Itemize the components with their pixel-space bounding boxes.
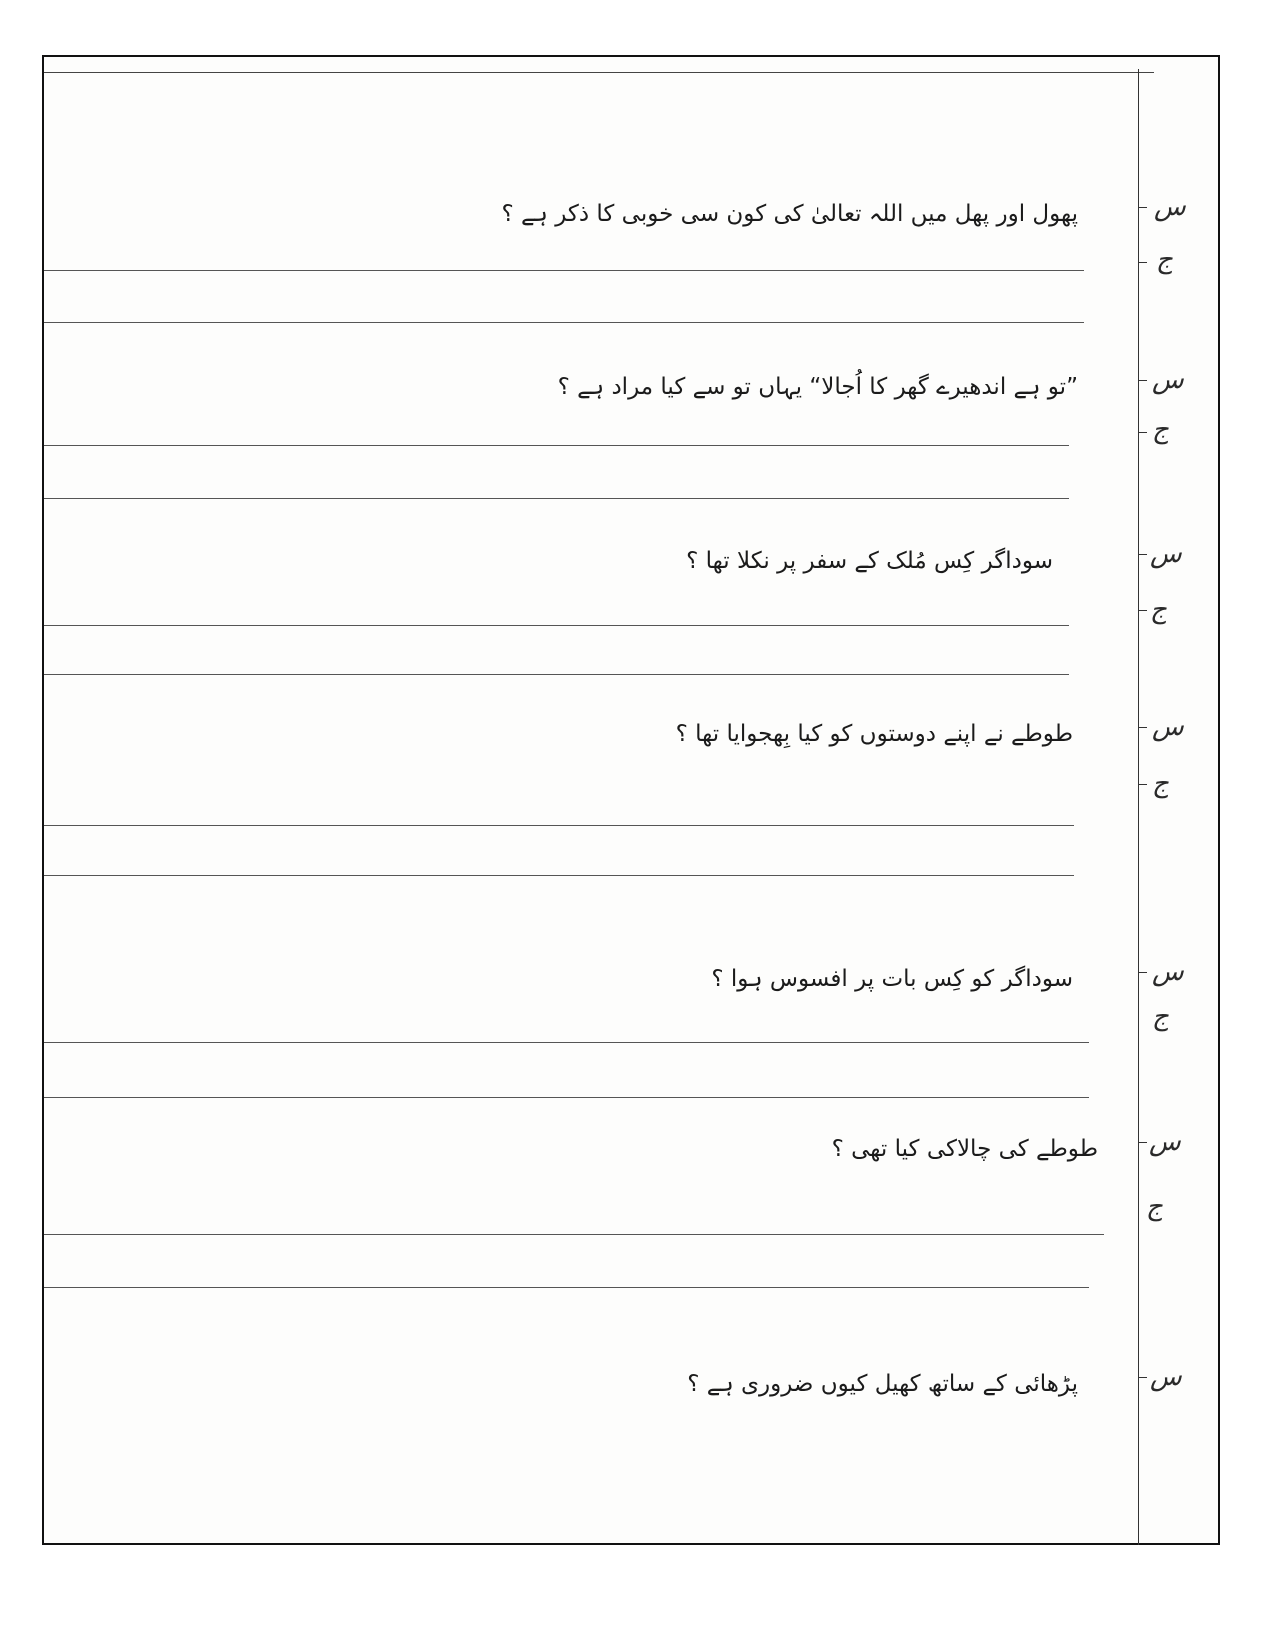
question-tick-4 [1138, 727, 1147, 728]
answer-line-3a [44, 625, 1069, 626]
question-marker-3: س [1150, 539, 1182, 569]
answer-line-5a [44, 1042, 1089, 1043]
question-marker-6: س [1149, 1127, 1181, 1157]
answer-marker-5: ج [1152, 1002, 1169, 1032]
question-1: پھول اور پھل میں اللہ تعالیٰ کی کون سی خوبی کا ذکر ہے ؟ [501, 201, 1078, 227]
question-tick-3 [1138, 554, 1147, 555]
question-tick-1 [1138, 207, 1147, 208]
answer-tick-3 [1138, 610, 1147, 611]
answer-line-6b [44, 1287, 1089, 1288]
question-marker-5: س [1152, 957, 1184, 987]
answer-line-1b [44, 322, 1084, 323]
question-4: طوطے نے اپنے دوستوں کو کیا بِھجوایا تھا ؟ [675, 721, 1073, 747]
question-2: ”تو ہے اندھیرے گھر کا اُجالا“ یہاں تو سے کیا مراد ہے ؟ [557, 374, 1078, 400]
answer-line-2b [44, 498, 1069, 499]
question-tick-5 [1138, 972, 1147, 973]
answer-tick-4 [1138, 784, 1147, 785]
answer-line-6a [44, 1234, 1104, 1235]
question-6: طوطے کی چالاکی کیا تھی ؟ [831, 1136, 1098, 1162]
question-marker-7: س [1150, 1362, 1182, 1392]
question-3: سوداگر کِس مُلک کے سفر پر نکلا تھا ؟ [686, 548, 1053, 574]
answer-marker-2: ج [1152, 415, 1169, 445]
answer-marker-4: ج [1152, 769, 1169, 799]
question-tick-2 [1138, 380, 1147, 381]
question-tick-7 [1138, 1377, 1147, 1378]
question-marker-2: س [1152, 365, 1184, 395]
top-rule [44, 72, 1154, 73]
question-7: پڑھائی کے ساتھ کھیل کیوں ضروری ہے ؟ [687, 1371, 1078, 1397]
answer-line-4a [44, 825, 1074, 826]
answer-marker-6: ج [1146, 1192, 1163, 1222]
answer-tick-1 [1138, 262, 1147, 263]
answer-line-4b [44, 875, 1074, 876]
answer-marker-3: ج [1150, 595, 1167, 625]
answer-line-2a [44, 445, 1069, 446]
answer-line-5b [44, 1097, 1089, 1098]
question-5: سوداگر کو کِس بات پر افسوس ہوا ؟ [711, 966, 1073, 992]
answer-marker-1: ج [1156, 245, 1173, 275]
answer-line-3b [44, 674, 1069, 675]
margin-rule [1138, 69, 1139, 1545]
question-marker-1: س [1154, 192, 1186, 222]
question-tick-6 [1138, 1142, 1147, 1143]
answer-tick-2 [1138, 432, 1147, 433]
question-marker-4: س [1152, 712, 1184, 742]
answer-line-1a [44, 270, 1084, 271]
worksheet-page [42, 55, 1220, 1545]
